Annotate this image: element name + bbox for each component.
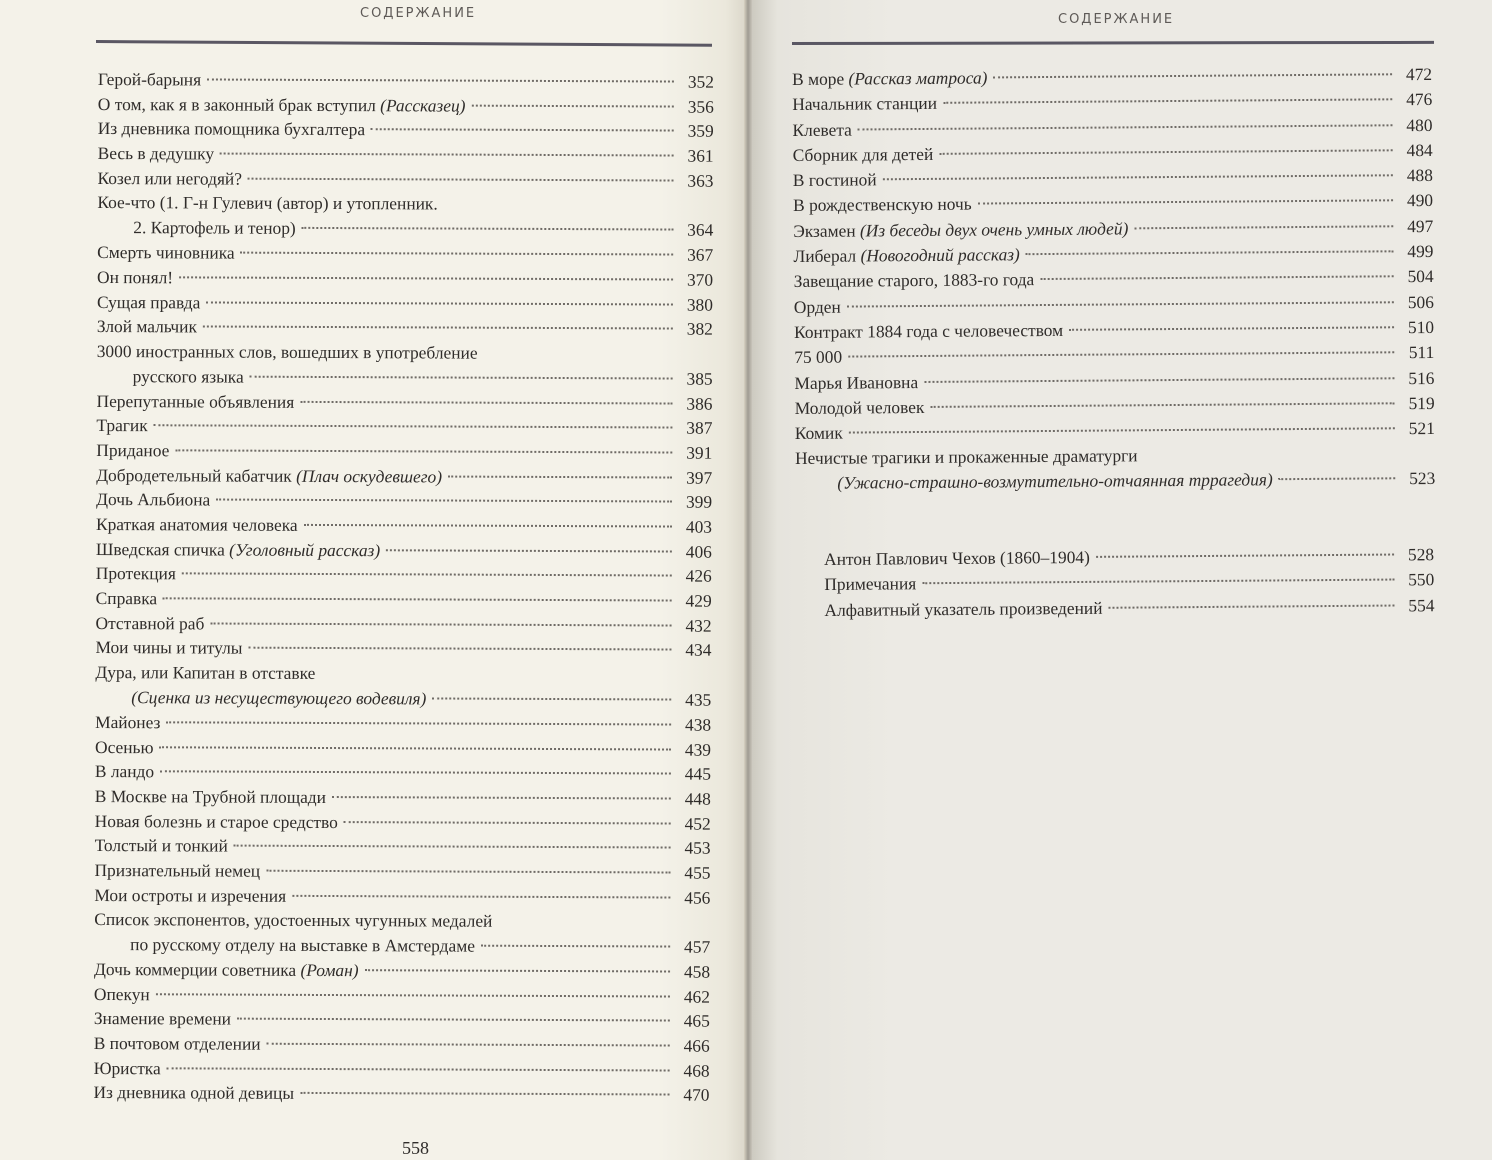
entry-title: Осенью xyxy=(94,736,154,757)
dot-leader xyxy=(924,377,1394,383)
toc-list-left xyxy=(93,67,714,1108)
page-number: 523 xyxy=(1409,468,1436,489)
dot-leader xyxy=(248,647,671,651)
toc-entry xyxy=(98,92,714,119)
entry-title: Злой мальчик xyxy=(96,316,197,337)
page-number: 480 xyxy=(1406,114,1433,135)
toc-entry xyxy=(96,611,712,638)
entry-title: Протекция xyxy=(95,563,176,584)
toc-entry-first-line xyxy=(97,190,713,218)
dot-leader xyxy=(471,104,673,107)
dot-leader xyxy=(883,174,1393,180)
toc-entry xyxy=(97,166,713,193)
entry-title: Антон Павлович Чехов (1860–1904) xyxy=(824,546,1090,569)
entry-title: Примечания xyxy=(824,573,917,595)
toc-entry xyxy=(96,512,712,539)
dot-leader xyxy=(175,449,672,453)
entry-title: Трагик xyxy=(96,415,148,436)
toc-entry-continuation xyxy=(97,215,713,242)
dot-leader xyxy=(858,124,1393,130)
entry-title: 3000 иностранных слов, вошедших в употребление xyxy=(96,340,478,363)
page-number: 499 xyxy=(1407,241,1434,262)
dot-leader xyxy=(1096,554,1394,558)
toc-entry-continuation xyxy=(795,466,1435,496)
page-number: 445 xyxy=(684,763,711,784)
dot-leader xyxy=(848,352,1394,358)
entry-title: Комик xyxy=(794,422,843,444)
entry-title: В гостиной xyxy=(792,169,877,191)
toc-entry-continuation xyxy=(97,364,713,391)
page-number: 435 xyxy=(685,689,712,710)
toc-entry xyxy=(94,957,710,984)
entry-title: Майонез xyxy=(95,711,161,733)
dot-leader xyxy=(1108,604,1394,608)
entry-title: Марья Ивановна xyxy=(794,371,919,393)
toc-entry xyxy=(95,809,711,836)
dot-leader xyxy=(847,301,1394,307)
header-rule xyxy=(792,41,1434,45)
page-number: 554 xyxy=(1408,594,1435,616)
dot-leader xyxy=(237,1018,670,1022)
dot-leader xyxy=(210,622,671,626)
dot-leader xyxy=(182,573,672,577)
page-number: 380 xyxy=(686,294,714,315)
page-number: 497 xyxy=(1407,215,1434,236)
dot-leader xyxy=(1279,478,1396,481)
toc-entry xyxy=(824,593,1434,623)
entry-title: Шведская спичка (Уголовный рассказ) xyxy=(95,538,381,560)
dot-leader xyxy=(939,149,1392,155)
dot-leader xyxy=(344,821,671,824)
page-number: 385 xyxy=(686,368,713,389)
toc-entry xyxy=(94,1006,710,1033)
running-header: СОДЕРЖАНИЕ xyxy=(360,6,477,21)
toc-appendix-list xyxy=(824,542,1435,623)
entry-title: Герой-барыня xyxy=(97,68,202,90)
dot-leader xyxy=(160,770,671,774)
dot-leader xyxy=(481,945,670,948)
dot-leader xyxy=(179,276,673,280)
page-number: 506 xyxy=(1407,291,1434,312)
dot-leader xyxy=(300,400,672,404)
page-number: 403 xyxy=(685,516,713,537)
page-number: 363 xyxy=(687,170,714,191)
toc-entry-first-line xyxy=(97,339,713,367)
page-number: 484 xyxy=(1406,139,1433,161)
page-number: 364 xyxy=(687,220,714,241)
entry-title: Толстый и тонкий xyxy=(94,835,228,856)
dot-leader xyxy=(922,579,1394,585)
toc-entry-continuation xyxy=(94,932,710,959)
entry-subtitle: (Плач оскудевшего) xyxy=(296,465,443,487)
page-number: 470 xyxy=(683,1085,710,1106)
header-rule xyxy=(96,40,712,47)
page-number: 399 xyxy=(685,491,713,512)
entry-title: Перепутанные объявления xyxy=(96,390,295,412)
toc-entry xyxy=(97,314,713,341)
entry-title: Приданое xyxy=(96,439,170,461)
page-number: 550 xyxy=(1408,569,1435,590)
dot-leader xyxy=(304,524,672,528)
dot-leader xyxy=(267,1043,670,1047)
entry-title: Отставной раб xyxy=(95,612,205,634)
dot-leader xyxy=(300,1092,669,1096)
page-number: 528 xyxy=(1407,544,1435,565)
entry-title: В почтовом отделении xyxy=(93,1033,261,1054)
page-number: 432 xyxy=(685,615,712,636)
entry-title: В рождественскую ночь xyxy=(793,194,972,216)
page-number: 387 xyxy=(686,417,713,438)
toc-entry xyxy=(93,1080,709,1107)
dot-leader xyxy=(1040,276,1393,281)
page-number: 488 xyxy=(1406,165,1433,186)
right-page xyxy=(748,0,1492,1160)
page-number: 521 xyxy=(1408,418,1435,439)
page-number: 359 xyxy=(687,120,714,142)
page-number: 516 xyxy=(1408,367,1435,388)
dot-leader xyxy=(248,177,674,181)
page-number: 367 xyxy=(687,244,714,265)
toc-entry xyxy=(96,537,712,564)
toc-entry xyxy=(96,389,712,416)
page-number: 448 xyxy=(684,788,711,809)
toc-entry xyxy=(97,289,713,316)
dot-leader xyxy=(167,1067,670,1071)
page-number: 458 xyxy=(683,961,711,982)
toc-entry xyxy=(96,413,712,440)
page-number: 472 xyxy=(1405,63,1433,85)
dot-leader xyxy=(386,549,672,552)
toc-entry-first-line xyxy=(95,660,711,688)
entry-subtitle: (Рассказ матроса) xyxy=(848,67,988,89)
dot-leader xyxy=(159,746,671,750)
entry-title: Сборник для детей xyxy=(792,143,934,165)
entry-title: Добродетельный кабатчик (Плач оскудевшего) xyxy=(96,464,443,487)
entry-title: Новая болезнь и старое средство xyxy=(94,810,338,832)
entry-title: Признательный немец xyxy=(94,859,261,881)
entry-title: Из дневника помощника бухгалтера xyxy=(97,118,366,140)
toc-entry xyxy=(95,734,711,761)
page-number: 519 xyxy=(1408,392,1435,414)
dot-leader xyxy=(943,99,1392,105)
entry-title: Опекун xyxy=(93,983,150,1004)
entry-subtitle: (Роман) xyxy=(300,959,359,981)
page-number: 452 xyxy=(684,813,711,834)
page-number: 453 xyxy=(684,837,711,858)
page-number: 465 xyxy=(683,1010,710,1032)
toc-entry-first-line xyxy=(94,907,710,935)
entry-subtitle: (Сценка из несуществующего водевиля) xyxy=(131,687,427,709)
page-number: 511 xyxy=(1408,342,1435,363)
dot-leader xyxy=(203,326,673,330)
dot-leader xyxy=(371,129,674,132)
entry-title: В море (Рассказ матроса) xyxy=(792,67,988,89)
entry-subtitle: (Из беседы двух очень умных людей) xyxy=(859,218,1129,241)
toc-entry xyxy=(95,833,711,860)
toc-list-right xyxy=(792,62,1435,497)
page-number: 434 xyxy=(685,640,712,661)
dot-leader xyxy=(993,73,1392,78)
dot-leader xyxy=(1026,250,1394,255)
dot-leader xyxy=(156,993,670,997)
page-number: 386 xyxy=(686,393,713,414)
page-number: 462 xyxy=(683,986,710,1007)
entry-title: Алфавитный указатель произведений xyxy=(824,597,1103,620)
entry-title: Экзамен (Из беседы двух очень умных людей) xyxy=(793,218,1129,241)
entry-title: Дочь Альбиона xyxy=(96,489,211,510)
toc-entry xyxy=(96,438,712,465)
dot-leader xyxy=(302,227,674,231)
toc-entry xyxy=(95,710,711,737)
dot-leader xyxy=(220,153,674,157)
toc-entry xyxy=(98,67,714,94)
dot-leader xyxy=(432,698,671,701)
toc-entry xyxy=(96,586,712,613)
page-number: 504 xyxy=(1407,266,1434,287)
dot-leader xyxy=(332,796,671,799)
dot-leader xyxy=(166,721,671,725)
page-number: 455 xyxy=(684,862,711,883)
entry-title: Завещание старого, 1883-го года xyxy=(793,269,1035,292)
entry-title: Козел или негодяй? xyxy=(97,167,243,189)
page-number: 391 xyxy=(686,442,713,463)
entry-title: О том, как я в законный брак вступил (Рассказец) xyxy=(97,93,466,116)
dot-leader xyxy=(207,78,674,82)
entry-title: Дочь коммерции советника (Роман) xyxy=(94,958,359,981)
entry-title: Сущая правда xyxy=(96,291,201,312)
toc-entry xyxy=(98,141,714,168)
page-folio: 558 xyxy=(402,1138,429,1158)
toc-entry xyxy=(94,1031,710,1058)
book-gutter xyxy=(744,0,752,1160)
dot-leader xyxy=(241,252,674,256)
toc-entry xyxy=(97,265,713,292)
entry-title: Дура, или Капитан в отставке xyxy=(95,662,316,684)
entry-title: Либерал (Новогодний рассказ) xyxy=(793,244,1020,267)
page-number: 457 xyxy=(684,936,711,957)
page-number: 468 xyxy=(683,1060,710,1081)
page-number: 466 xyxy=(683,1035,710,1056)
dot-leader xyxy=(216,499,672,503)
entry-title: Кое-что (1. Г-н Гулевич (автор) и утопленник. xyxy=(97,192,438,214)
dot-leader xyxy=(849,427,1395,433)
entry-title: Знамение времени xyxy=(93,1008,232,1029)
entry-title: Смерть чиновника xyxy=(97,242,235,263)
toc-entry xyxy=(96,487,712,514)
page-number: 490 xyxy=(1406,190,1434,211)
entry-title: Он понял! xyxy=(97,266,174,288)
page-number: 426 xyxy=(685,565,712,587)
page-number: 352 xyxy=(687,71,714,92)
toc-entry xyxy=(94,883,710,910)
toc-entry xyxy=(96,463,712,490)
page-number: 510 xyxy=(1407,316,1435,338)
page-number: 438 xyxy=(684,714,712,735)
entry-subtitle: (Рассказец) xyxy=(380,94,466,116)
entry-title: русского языка xyxy=(132,366,244,387)
entry-title: Из дневника одной девицы xyxy=(93,1082,295,1104)
entry-title: Весь в дедушку xyxy=(97,143,215,164)
entry-subtitle: (Ужасно-страшно-возмутительно-отчаянная тррагедия) xyxy=(837,469,1273,494)
dot-leader xyxy=(978,200,1393,205)
dot-leader xyxy=(234,845,671,849)
dot-leader xyxy=(365,969,671,972)
page-number: 356 xyxy=(687,96,714,117)
page-number: 406 xyxy=(685,541,712,562)
page-number: 370 xyxy=(686,269,714,290)
entry-title: В ландо xyxy=(94,761,155,782)
entry-title: Юристка xyxy=(93,1057,161,1079)
entry-title: Список экспонентов, удостоенных чугунных медалей xyxy=(94,909,493,932)
entry-title: Контракт 1884 года с человечеством xyxy=(794,319,1064,342)
dot-leader xyxy=(154,424,673,428)
entry-subtitle: (Уголовный рассказ) xyxy=(229,539,381,560)
entry-title: Клевета xyxy=(792,119,852,140)
dot-leader xyxy=(266,870,670,874)
toc-entry xyxy=(97,240,713,267)
entry-title: Справка xyxy=(95,588,158,609)
entry-title: 2. Картофель и тенор) xyxy=(133,217,296,239)
page-number: 397 xyxy=(686,467,713,488)
entry-title: Мои остроты и изречения xyxy=(94,884,287,906)
entry-title: В Москве на Трубной площади xyxy=(94,785,327,807)
dot-leader xyxy=(930,402,1394,408)
entry-title: 75 000 xyxy=(794,346,843,368)
toc-entry xyxy=(94,858,710,885)
dot-leader xyxy=(1134,225,1393,229)
toc-entry xyxy=(94,982,710,1009)
page-number: 476 xyxy=(1406,89,1433,110)
dot-leader xyxy=(163,597,672,601)
toc-entry xyxy=(95,759,711,786)
page-number: 439 xyxy=(684,739,712,760)
running-header: СОДЕРЖАНИЕ xyxy=(1058,12,1175,27)
toc-entry xyxy=(96,561,712,588)
page-number: 382 xyxy=(686,318,713,339)
entry-title: Краткая анатомия человека xyxy=(95,513,298,535)
dot-leader xyxy=(206,301,673,305)
page-number: 456 xyxy=(684,887,711,908)
entry-title: Орден xyxy=(793,296,841,317)
entry-title: по русскому отделу на выставке в Амстердаме xyxy=(130,934,475,956)
entry-title: Молодой человек xyxy=(794,396,925,418)
dot-leader xyxy=(250,376,673,380)
toc-entry xyxy=(95,635,711,662)
page-number: 361 xyxy=(687,145,714,166)
toc-entry xyxy=(98,116,714,143)
toc-entry-continuation xyxy=(95,685,711,712)
page-number: 429 xyxy=(685,590,712,611)
dot-leader xyxy=(292,894,670,898)
entry-title: Начальник станции xyxy=(792,93,938,115)
entry-subtitle: (Новогодний рассказ) xyxy=(860,244,1020,266)
entry-title: Нечистые трагики и прокаженные драматурги xyxy=(794,445,1138,469)
dot-leader xyxy=(1069,326,1394,331)
entry-title: Мои чины и титулы xyxy=(95,637,243,659)
toc-entry xyxy=(94,1056,710,1083)
toc-entry xyxy=(95,784,711,811)
dot-leader xyxy=(448,475,672,478)
